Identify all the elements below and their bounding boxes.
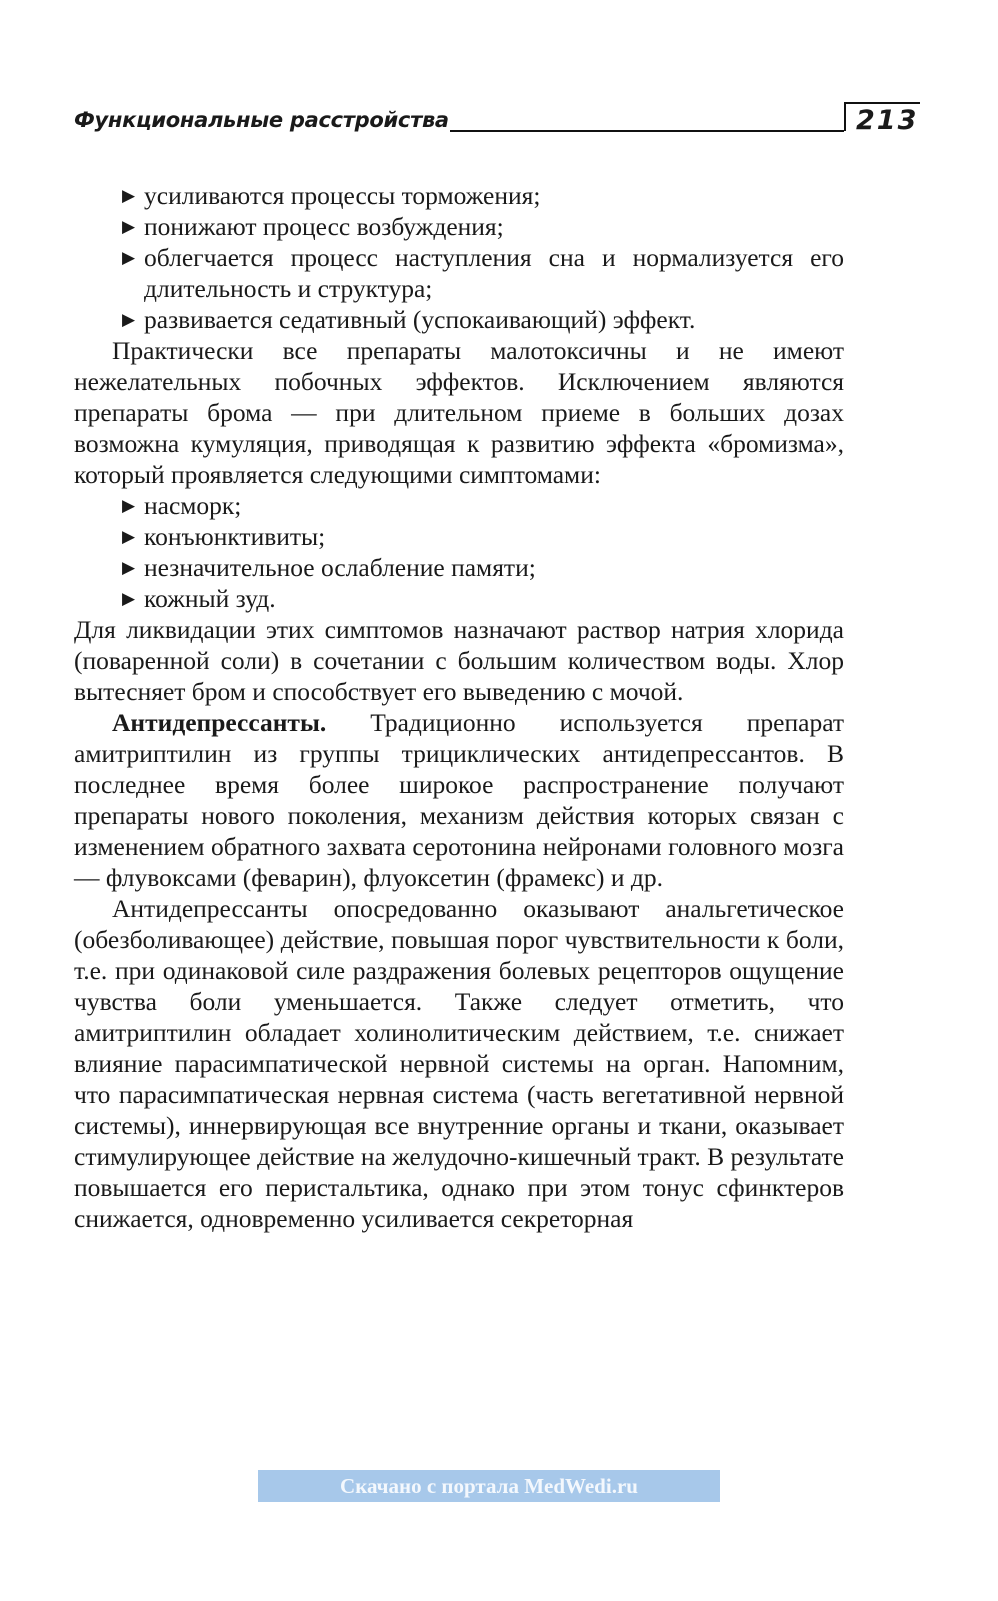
list-item: ▶ понижают процесс возбуждения; [122,212,504,241]
list-item: ▶ усиливаются процессы торможения; [122,181,541,210]
header-bracket-vertical [844,102,846,131]
list-item: ▶ насморк; [122,491,242,520]
paragraph-antidepressants [74,707,844,893]
triangle-bullet-icon: ▶ [122,217,136,236]
paragraph-text: Традиционно используется препарат амитриптилин из группы трициклических антидепрессантов. В последнее время более широкое распространение получают препараты нового поколения, механизм действия которых связан с изменением обратного захвата серотонина нейронами головного мозга — флувоксами (феварин), флуоксетин (фрамекс) и др. [74,708,844,892]
watermark-banner: Скачано с портала MedWedi.ru [258,1470,720,1502]
paragraph-analgesic: Антидепрессанты опосредованно оказывают анальгетическое (обезболивающее) действие, повышая порог чувствительности к боли, т.е. при одинаковой силе раздражения болевых рецепторов ощущение чувства боли уменьшается. Также следует отметить, что амитриптилин обладает холинолитическим действием, т.е. снижает влияние парасимпатической нервной системы на орган. Напомним, что парасимпатическая нервная система (часть вегетативной нервной системы), иннервирующая все внутренние органы и ткани, оказывает стимулирующее действие на желудочно-кишечный тракт. В результате повышается его перистальтика, однако при этом тонус сфинктеров снижается, одновременно усиливается секреторная [74,894,844,1233]
triangle-bullet-icon: ▶ [122,310,136,329]
triangle-bullet-icon: ▶ [122,558,136,577]
list-item: ▶ незначительное ослабление памяти; [122,553,536,582]
triangle-bullet-icon: ▶ [122,496,136,515]
list-item: ▶ развивается седативный (успокаивающий) эффект. [122,305,696,334]
paragraph-treatment: Для ликвидации этих симптомов назначают раствор натрия хлорида (поваренной соли) в сочетании с большим количеством воды. Хлор вытесняет бром и способствует его выведению с мочой. [74,615,844,706]
triangle-bullet-icon: ▶ [122,248,136,267]
triangle-bullet-icon: ▶ [122,527,136,546]
bullet-list-effects [74,180,844,335]
triangle-bullet-icon: ▶ [122,589,136,608]
running-title: Функциональные расстройства [74,108,449,132]
list-item: ▶ облегчается процесс наступления сна и нормализуется его длительность и структура; [122,243,844,303]
body-text [74,180,844,1234]
triangle-bullet-icon: ▶ [122,186,136,205]
running-header [74,100,919,140]
bullet-list-symptoms [74,490,844,614]
term-heading: Антидепрессанты. [112,708,327,737]
header-rule [450,130,844,132]
paragraph-toxicity: Практически все препараты малотоксичны и не имеют нежелательных побочных эффектов. Исключением являются препараты брома — при длительном приеме в больших дозах возможна кумуляция, приводящая к развитию эффекта «бромизма», который проявляется следующими симптомами: [74,336,844,489]
header-bracket-top [844,102,920,104]
page-number: 213 [856,105,919,136]
list-item: ▶ конъюнктивиты; [122,522,326,551]
list-item: ▶ кожный зуд. [122,584,276,613]
